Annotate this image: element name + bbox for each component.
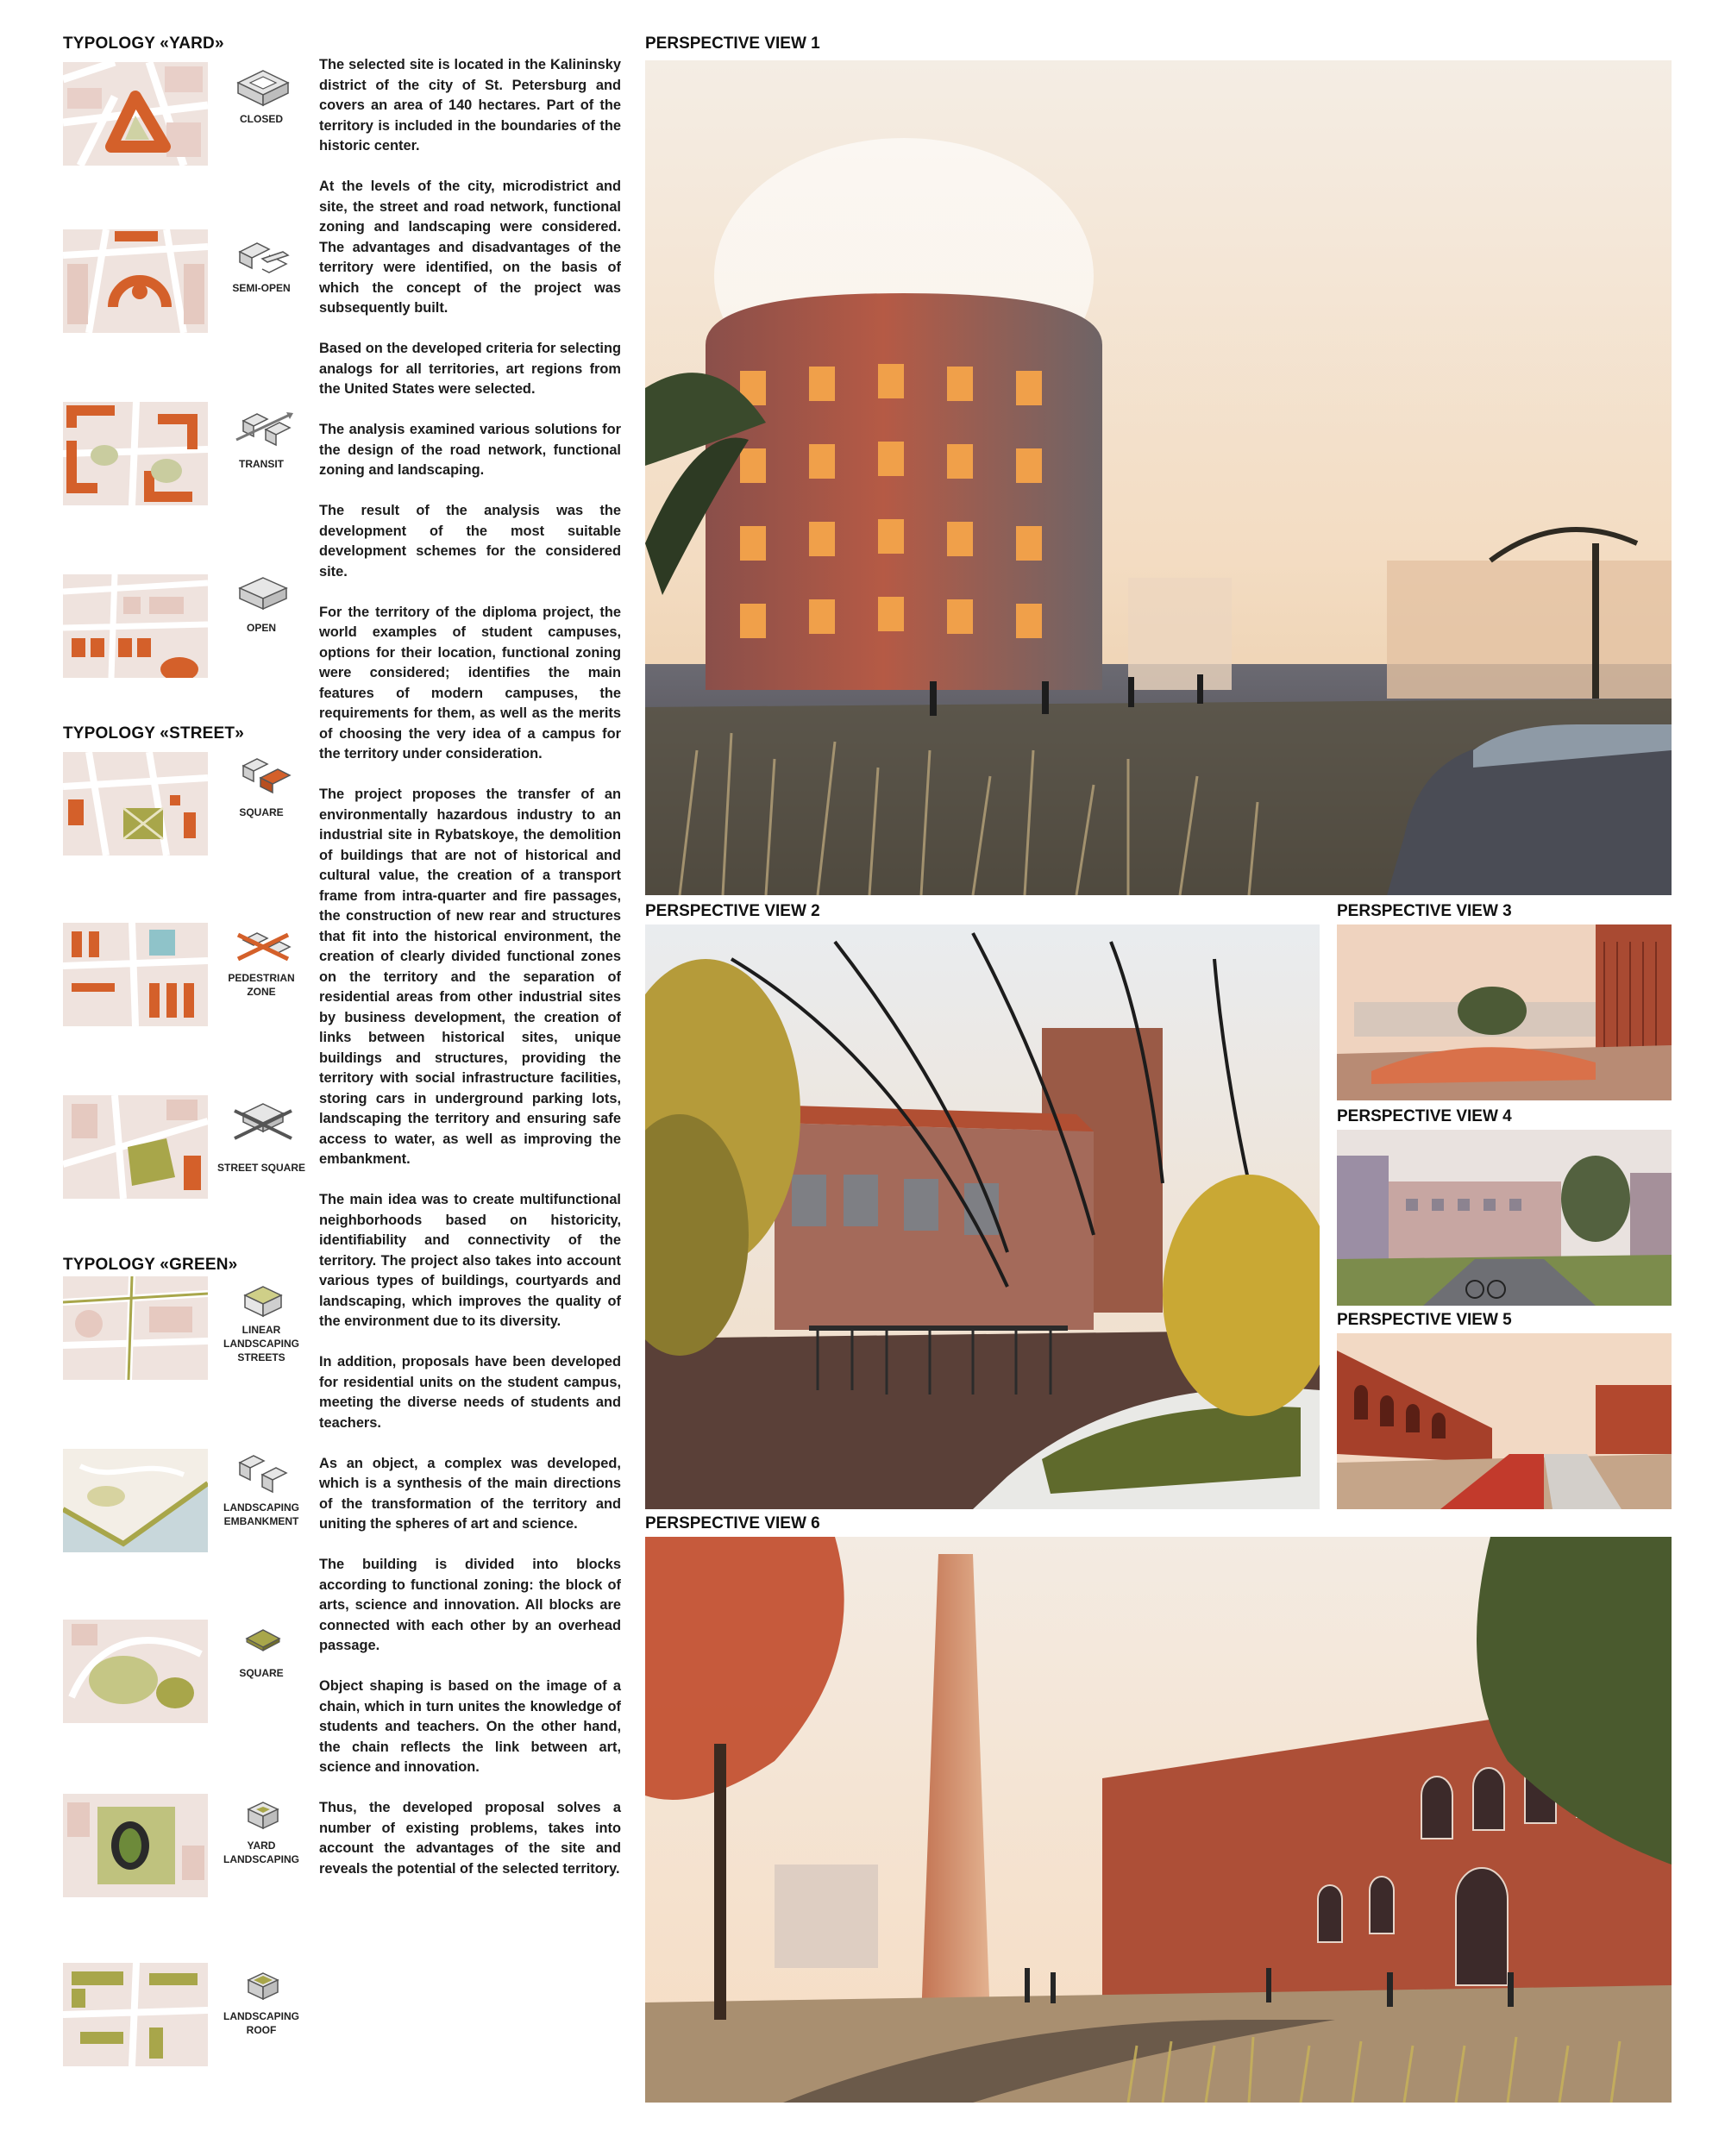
perspective-view-3-title: PERSPECTIVE VIEW 3 <box>1337 902 1512 920</box>
map-green-linear <box>63 1276 208 1380</box>
green-square-label: SQUARE <box>239 1667 284 1679</box>
map-yard-closed <box>63 62 208 166</box>
transit-yard-icon <box>231 405 295 450</box>
description-paragraph: The selected site is located in the Kalininsky district of the city of St. Petersburg and covers an area of 140 hectares. Part of the territory is included in the boundaries of the historic center. <box>319 57 621 154</box>
linear-landscaping-icon <box>231 1280 295 1325</box>
closed-label: CLOSED <box>239 113 283 125</box>
map-street-square <box>63 752 208 856</box>
description-paragraph: In addition, proposals have been developed for residential units on the student campus, meeting the diverse needs of students and teachers. <box>319 1354 621 1431</box>
map-yard-transit <box>63 402 208 505</box>
perspective-view-3-image <box>1337 924 1672 1100</box>
landscaping-roof-label: LANDSCAPING ROOF <box>223 2010 299 2036</box>
perspective-view-2-title: PERSPECTIVE VIEW 2 <box>645 902 820 920</box>
map-yard-semi-open <box>63 229 208 333</box>
description-paragraph: The main idea was to create multifunctional neighborhoods based on historicity, identifiability and connectivity of the territory. The project also takes into account various types of buildings, courtyards and landscaping, which improves the quality of the environment due to its diversity. <box>319 1192 621 1329</box>
semi-open-yard-icon <box>231 235 295 279</box>
perspective-view-6-image <box>645 1537 1672 2103</box>
perspective-view-6-title: PERSPECTIVE VIEW 6 <box>645 1514 820 1532</box>
project-description <box>319 55 621 1900</box>
description-paragraph: As an object, a complex was developed, which is a synthesis of the main directions of the transformation of the territory and uniting the spheres of art and science. <box>319 1455 621 1532</box>
typology-street-title: TYPOLOGY «STREET» <box>63 724 244 743</box>
pedestrian-zone-label: PEDESTRIAN ZONE <box>228 972 295 998</box>
perspective-view-4-image <box>1337 1130 1672 1306</box>
map-street-pedestrian <box>63 923 208 1026</box>
landscaping-embankment-icon <box>231 1451 295 1495</box>
yard-landscaping-label: YARD LANDSCAPING <box>223 1839 299 1865</box>
map-green-square <box>63 1620 208 1723</box>
description-paragraph: Based on the developed criteria for selecting analogs for all territories, art regions from the United States were selected. <box>319 341 621 397</box>
pedestrian-zone-icon <box>231 924 295 969</box>
open-yard-icon <box>231 571 295 616</box>
green-square-icon <box>231 1621 295 1666</box>
description-paragraph: At the levels of the city, microdistrict and site, the street and road network, functional zoning and landscaping were considered. The advantages and disadvantages of the territory were identified, on the basis of which the concept of the project was subsequently built. <box>319 179 621 316</box>
transit-label: TRANSIT <box>239 458 284 470</box>
description-paragraph: The project proposes the transfer of an environmentally hazardous industry to an industrial site in Rybatskoye, the demolition of buildings that are not of historical and cultural value, the creation of a transport frame from intra-quarter and fire passages, the construction of new rear and structures that fit into the historical environment, the creation of clearly divided functional zones on the territory and the separation of residential areas from other industrial sites by business development, the creation of links between historical sites, unique buildings and structures, providing the territory with social infrastructure facilities, storing cars in underground parking lots, landscaping the territory and ensuring safe access to water, as well as improving the embankment. <box>319 787 621 1167</box>
street-square-icon <box>231 752 295 797</box>
landscaping-roof-icon <box>231 1966 295 2011</box>
semi-open-label: SEMI-OPEN <box>232 282 291 294</box>
map-green-embankment <box>63 1449 208 1552</box>
description-paragraph: The building is divided into blocks according to functional zoning: the block of arts, science and innovation. All blocks are connected with each other by an overhead passage. <box>319 1557 621 1653</box>
perspective-view-5-image <box>1337 1333 1672 1509</box>
landscaping-embankment-label: LANDSCAPING EMBANKMENT <box>223 1501 299 1527</box>
typology-yard-title: TYPOLOGY «YARD» <box>63 34 224 53</box>
perspective-view-1-image <box>645 60 1672 895</box>
map-green-yard <box>63 1794 208 1897</box>
description-paragraph: For the territory of the diploma project, the world examples of student campuses, options for their location, functional zoning were considered; identifies the main features of modern campuses, the requirements for them, as well as the merits of choosing the very idea of a campus for the territory under consideration. <box>319 604 621 761</box>
perspective-view-5-title: PERSPECTIVE VIEW 5 <box>1337 1311 1512 1329</box>
linear-landscaping-label: LINEAR LANDSCAPING STREETS <box>223 1324 299 1363</box>
map-street-square-2 <box>63 1095 208 1199</box>
perspective-view-4-title: PERSPECTIVE VIEW 4 <box>1337 1107 1512 1125</box>
street-square-2-label: STREET SQUARE <box>216 1162 305 1174</box>
map-yard-open <box>63 574 208 678</box>
description-paragraph: Object shaping is based on the image of a chain, which in turn unites the knowledge of students and teachers. On the other hand, the chain reflects the link between art, science and innovation. <box>319 1678 621 1775</box>
street-square-2-icon <box>231 1097 295 1142</box>
typology-green-title: TYPOLOGY «GREEN» <box>63 1256 238 1274</box>
description-paragraph: The result of the analysis was the development of the most suitable development schemes for the considered site. <box>319 503 621 580</box>
street-square-label: SQUARE <box>239 806 284 818</box>
open-label: OPEN <box>246 622 276 634</box>
map-green-roof <box>63 1963 208 2066</box>
yard-landscaping-icon <box>231 1796 295 1840</box>
perspective-view-2-image <box>645 924 1320 1509</box>
closed-yard-icon <box>231 66 295 110</box>
description-paragraph: Thus, the developed proposal solves a number of existing problems, takes into account the advantages of the site and reveals the potential of the selected territory. <box>319 1800 621 1877</box>
description-paragraph: The analysis examined various solutions for the design of the road network, functional zoning and landscaping. <box>319 422 621 478</box>
perspective-view-1-title: PERSPECTIVE VIEW 1 <box>645 34 820 53</box>
